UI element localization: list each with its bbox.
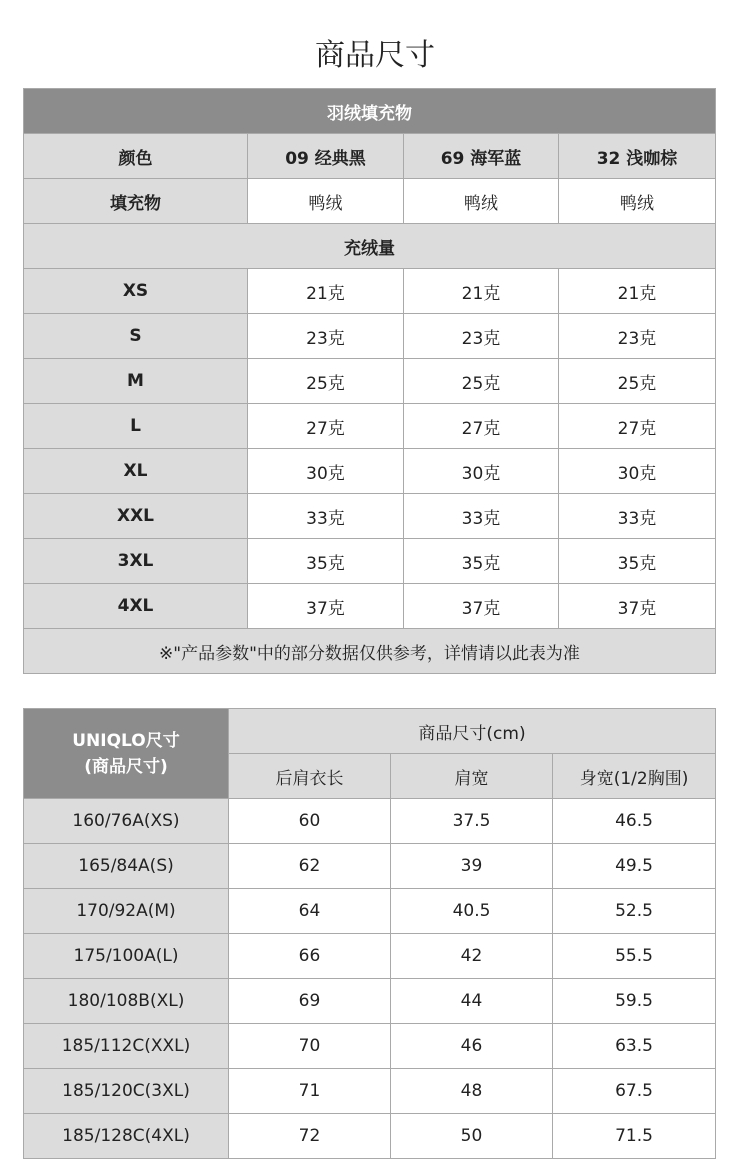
- amount-row: [24, 584, 716, 629]
- measurement-cell: 49.5: [553, 844, 716, 889]
- note-row: [24, 629, 716, 674]
- size-label: 185/112C(XXL): [24, 1024, 229, 1069]
- filling-header-row: [24, 89, 716, 134]
- measurement-cell: 69: [229, 979, 391, 1024]
- size-label: L: [24, 404, 248, 449]
- amount-cell: 27克: [248, 404, 404, 449]
- filling-header: 羽绒填充物: [24, 89, 716, 134]
- size-label: 175/100A(L): [24, 934, 229, 979]
- measurement-cell: 39: [391, 844, 553, 889]
- amount-cell: 35克: [404, 539, 559, 584]
- size-row: [24, 979, 716, 1024]
- corner-line: UNIQLO尺寸: [72, 730, 180, 751]
- size-label: 170/92A(M): [24, 889, 229, 934]
- size-row: [24, 844, 716, 889]
- corner-line: (商品尺寸): [84, 756, 168, 777]
- amount-cell: 21克: [404, 269, 559, 314]
- amount-cell: 30克: [404, 449, 559, 494]
- size-row: [24, 799, 716, 844]
- size-row: [24, 934, 716, 979]
- measurement-cell: 40.5: [391, 889, 553, 934]
- measurement-cell: 71: [229, 1069, 391, 1114]
- amount-cell: 37克: [248, 584, 404, 629]
- amount-cell: 27克: [404, 404, 559, 449]
- amount-cell: 33克: [559, 494, 716, 539]
- color-cell: 32 浅咖棕: [559, 134, 716, 179]
- amount-row: [24, 314, 716, 359]
- amount-cell: 21克: [559, 269, 716, 314]
- amount-row: [24, 449, 716, 494]
- size-label: XXL: [24, 494, 248, 539]
- measurement-cell: 72: [229, 1114, 391, 1159]
- amount-row: [24, 539, 716, 584]
- amount-cell: 30克: [559, 449, 716, 494]
- amount-header: 充绒量: [24, 224, 716, 269]
- size-label: M: [24, 359, 248, 404]
- measurement-cell: 70: [229, 1024, 391, 1069]
- measurement-cell: 66: [229, 934, 391, 979]
- filling-row: [24, 179, 716, 224]
- size-label: 4XL: [24, 584, 248, 629]
- size-group-row: [24, 709, 716, 754]
- amount-cell: 37克: [404, 584, 559, 629]
- amount-cell: 35克: [248, 539, 404, 584]
- filling-cell: 鸭绒: [248, 179, 404, 224]
- amount-cell: 23克: [559, 314, 716, 359]
- amount-cell: 30克: [248, 449, 404, 494]
- column-header: 身宽(1/2胸围): [553, 754, 716, 799]
- color-row: [24, 134, 716, 179]
- size-corner-header: [24, 709, 229, 799]
- size-row: [24, 1024, 716, 1069]
- color-cell: 69 海军蓝: [404, 134, 559, 179]
- amount-cell: 33克: [404, 494, 559, 539]
- measurement-cell: 52.5: [553, 889, 716, 934]
- size-row: [24, 1114, 716, 1159]
- size-table: [23, 708, 716, 1159]
- amount-header-row: [24, 224, 716, 269]
- size-group-header: 商品尺寸(cm): [229, 709, 716, 754]
- page-title: 商品尺寸: [315, 38, 435, 73]
- amount-cell: 37克: [559, 584, 716, 629]
- filling-table: [23, 88, 716, 674]
- amount-row: [24, 359, 716, 404]
- amount-cell: 27克: [559, 404, 716, 449]
- size-label: 165/84A(S): [24, 844, 229, 889]
- amount-cell: 33克: [248, 494, 404, 539]
- measurement-cell: 64: [229, 889, 391, 934]
- size-label: 185/120C(3XL): [24, 1069, 229, 1114]
- measurement-cell: 62: [229, 844, 391, 889]
- filling-cell: 鸭绒: [404, 179, 559, 224]
- amount-row: [24, 269, 716, 314]
- size-row: [24, 1069, 716, 1114]
- measurement-cell: 46: [391, 1024, 553, 1069]
- measurement-cell: 37.5: [391, 799, 553, 844]
- measurement-cell: 63.5: [553, 1024, 716, 1069]
- filling-cell: 鸭绒: [559, 179, 716, 224]
- amount-cell: 25克: [559, 359, 716, 404]
- measurement-cell: 60: [229, 799, 391, 844]
- measurement-cell: 42: [391, 934, 553, 979]
- size-row: [24, 889, 716, 934]
- measurement-cell: 46.5: [553, 799, 716, 844]
- amount-cell: 23克: [404, 314, 559, 359]
- amount-row: [24, 494, 716, 539]
- size-label: S: [24, 314, 248, 359]
- measurement-cell: 55.5: [553, 934, 716, 979]
- filling-label: 填充物: [24, 179, 248, 224]
- amount-row: [24, 404, 716, 449]
- measurement-cell: 59.5: [553, 979, 716, 1024]
- size-label: 185/128C(4XL): [24, 1114, 229, 1159]
- measurement-cell: 50: [391, 1114, 553, 1159]
- amount-cell: 35克: [559, 539, 716, 584]
- note-text: ※"产品参数"中的部分数据仅供参考，详情请以此表为准: [24, 629, 716, 674]
- size-label: 3XL: [24, 539, 248, 584]
- color-cell: 09 经典黑: [248, 134, 404, 179]
- measurement-cell: 67.5: [553, 1069, 716, 1114]
- column-header: 肩宽: [391, 754, 553, 799]
- amount-cell: 23克: [248, 314, 404, 359]
- amount-cell: 25克: [404, 359, 559, 404]
- size-label: XS: [24, 269, 248, 314]
- amount-cell: 21克: [248, 269, 404, 314]
- amount-cell: 25克: [248, 359, 404, 404]
- measurement-cell: 44: [391, 979, 553, 1024]
- color-label: 颜色: [24, 134, 248, 179]
- size-label: 180/108B(XL): [24, 979, 229, 1024]
- measurement-cell: 48: [391, 1069, 553, 1114]
- size-label: XL: [24, 449, 248, 494]
- measurement-cell: 71.5: [553, 1114, 716, 1159]
- column-header: 后肩衣长: [229, 754, 391, 799]
- size-label: 160/76A(XS): [24, 799, 229, 844]
